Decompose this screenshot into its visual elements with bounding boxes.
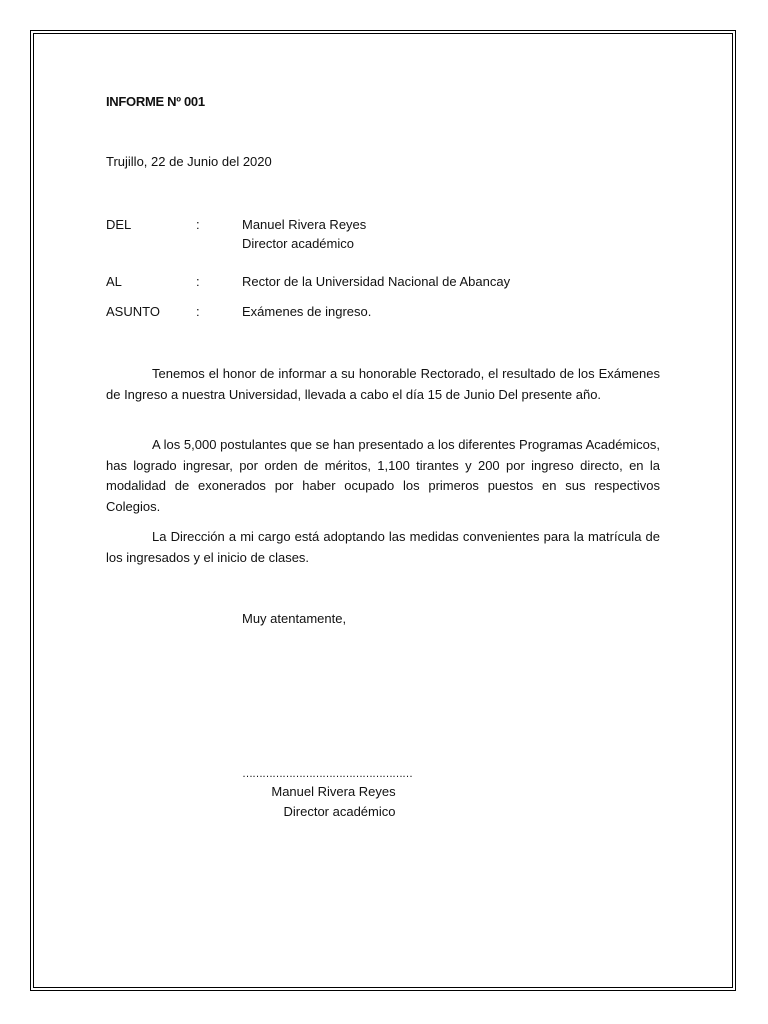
body-paragraph-3: La Dirección a mi cargo está adoptando las medidas convenientes para la matrícula de los ingresados y el inicio de clases. (106, 529, 660, 565)
del-label: DEL (106, 217, 132, 232)
del-colon: : (196, 217, 200, 232)
recipient: Rector de la Universidad Nacional de Abancay (242, 274, 511, 289)
asunto-colon: : (196, 304, 200, 319)
al-label: AL (106, 274, 122, 289)
signature-line: …………………………………………… (242, 768, 412, 780)
place-date: Trujillo, 22 de Junio del 2020 (106, 154, 272, 169)
sender-role: Director académico (242, 236, 354, 251)
document-title: INFORME Nº 001 (106, 94, 205, 109)
sender-name: Manuel Rivera Reyes (242, 217, 367, 232)
signature-name: Manuel Rivera Reyes (271, 784, 396, 799)
body-paragraph-2: A los 5,000 postulantes que se han presentado a los diferentes Programas Académicos, has logrado ingresar, por orden de méritos, 1,100 tirantes y 200 por ingreso directo, en la modalidad de exonerados por haber ocupado los primeros puestos en sus respectivos Colegios. (106, 437, 660, 514)
subject: Exámenes de ingreso. (242, 304, 372, 319)
signature-role: Director académico (283, 804, 396, 819)
closing: Muy atentamente, (242, 611, 347, 626)
asunto-label: ASUNTO (106, 304, 160, 319)
al-colon: : (196, 274, 200, 289)
body-paragraph-1: Tenemos el honor de informar a su honorable Rectorado, el resultado de los Exámenes de Ingreso a nuestra Universidad, llevada a cabo el día 15 de Junio Del presente año. (106, 366, 660, 402)
